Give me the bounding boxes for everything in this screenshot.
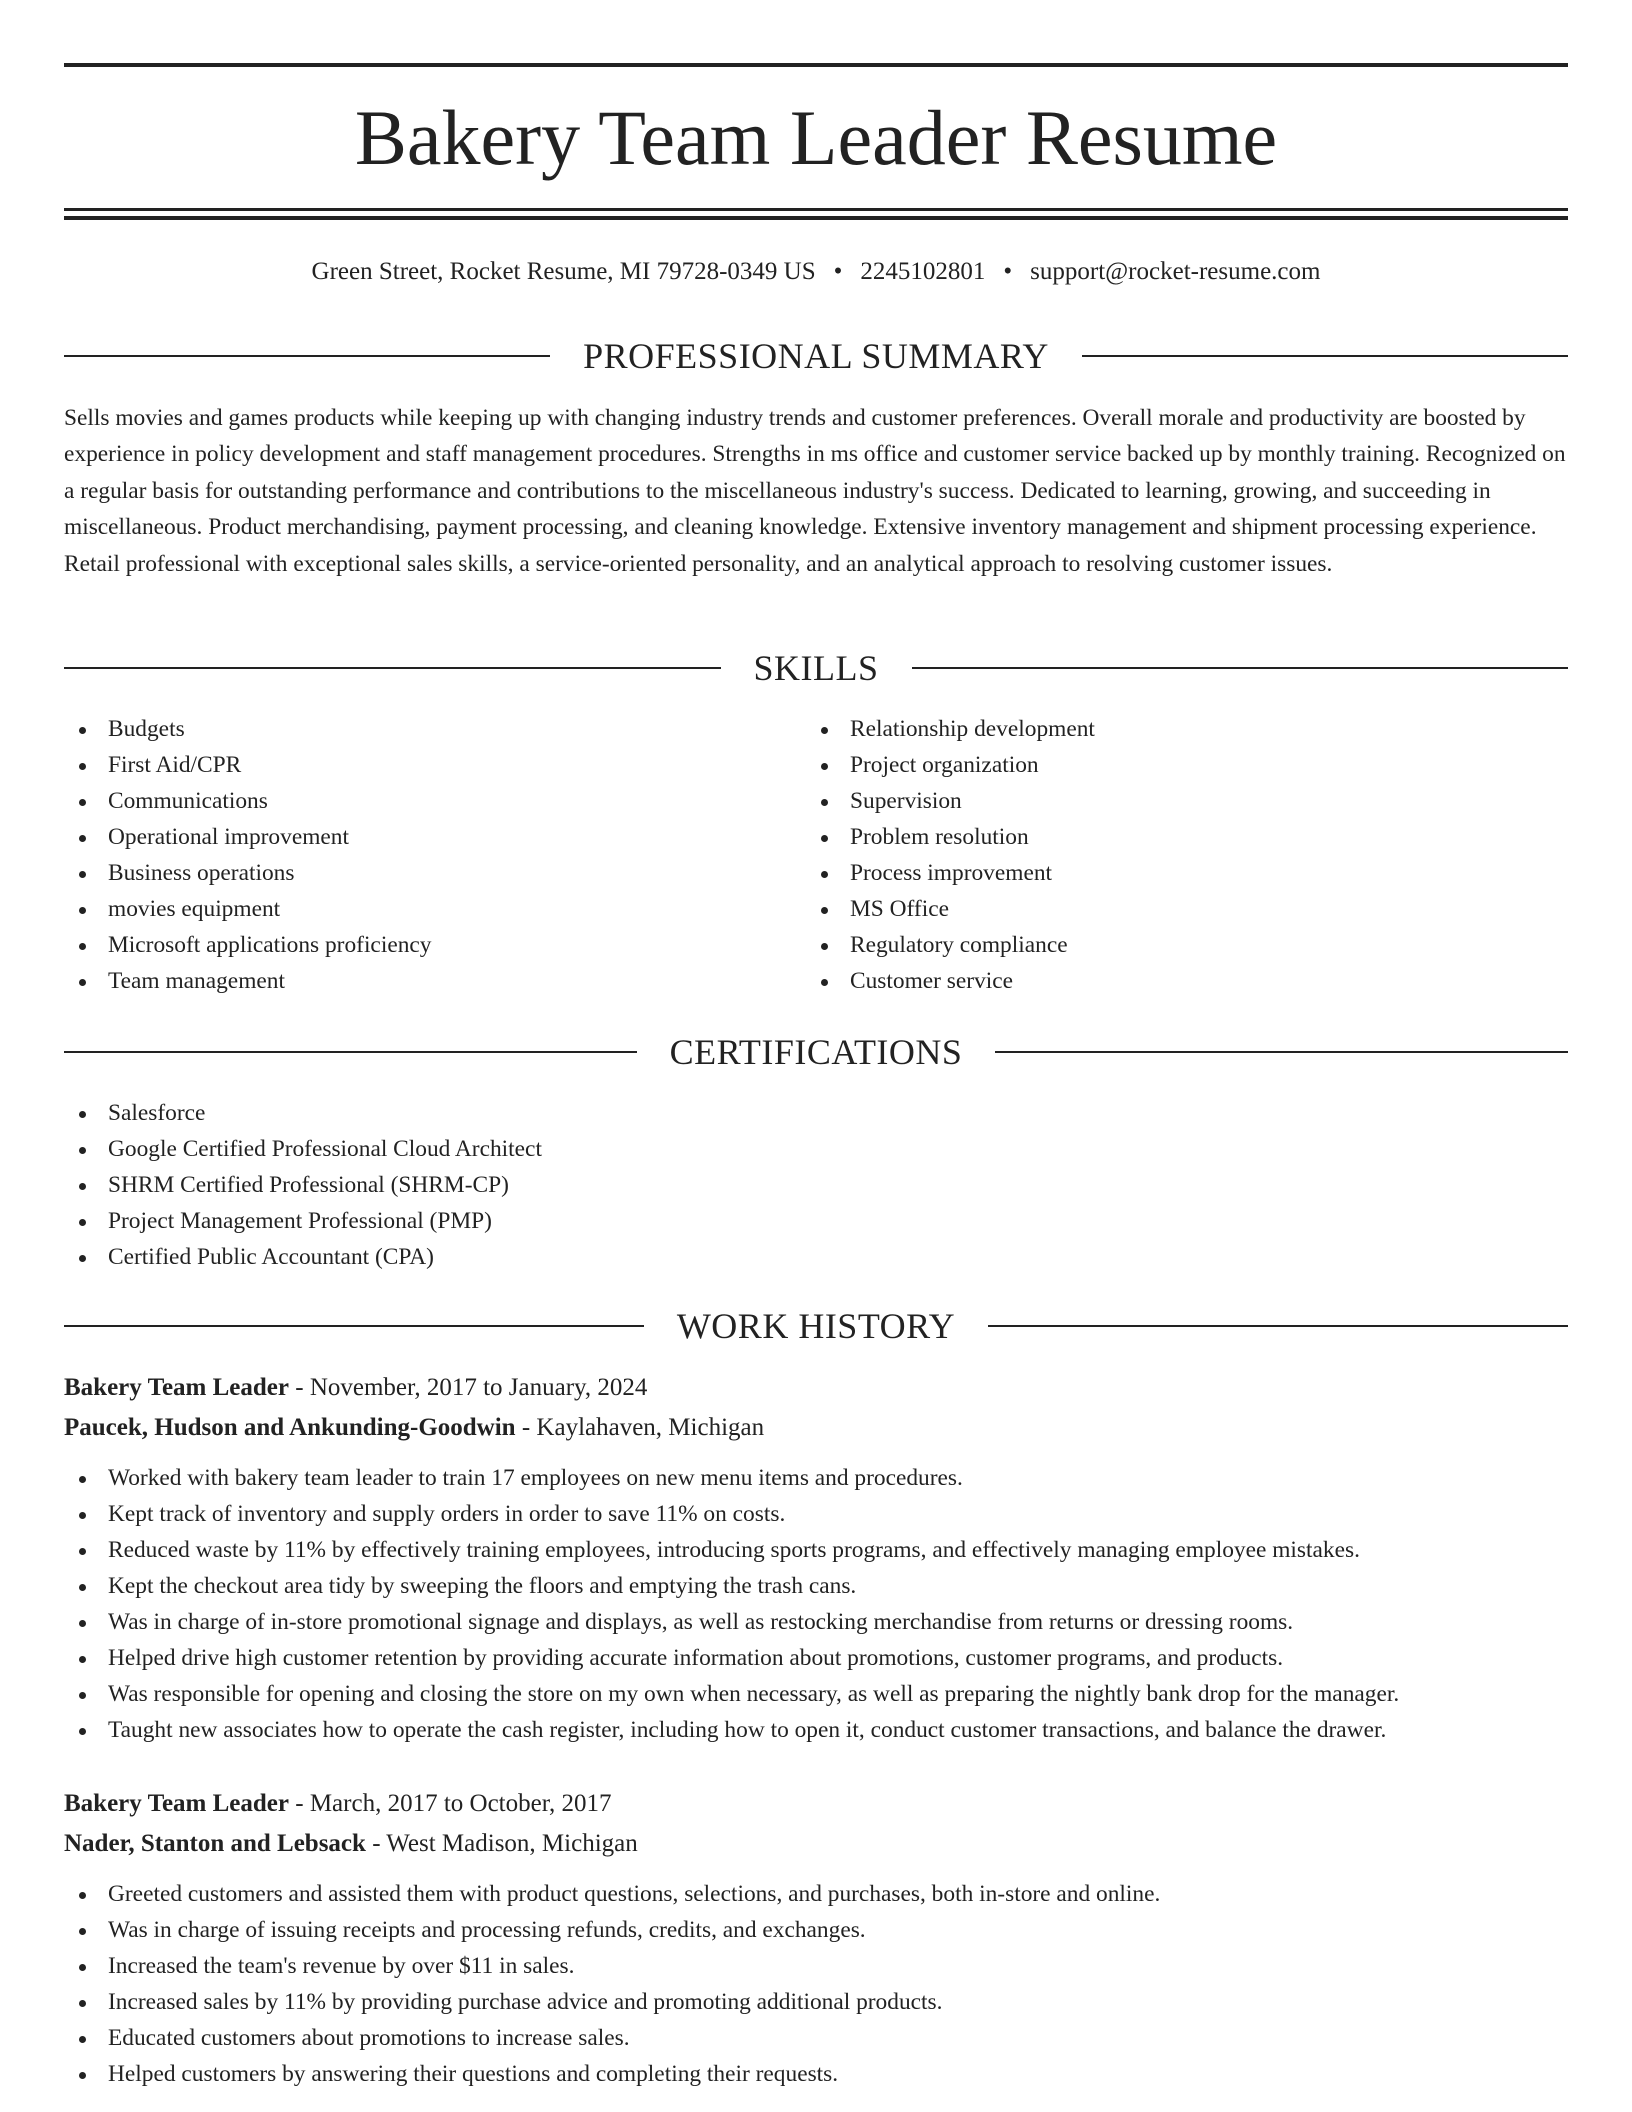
- job-entry: [64, 1784, 1568, 2092]
- job-duty: Was responsible for opening and closing the store on my own when necessary, as well as preparing the nightly bank drop for the manager.: [64, 1676, 1568, 1712]
- heading-rule: [912, 667, 1569, 669]
- skill-item: Microsoft applications proficiency: [64, 927, 804, 963]
- job-company: Paucek, Hudson and Ankunding-Goodwin: [64, 1414, 516, 1441]
- heading-rule: [64, 667, 721, 669]
- skills-list-left: [64, 711, 804, 999]
- contact-separator: •: [1003, 258, 1013, 285]
- section-title: PROFESSIONAL SUMMARY: [583, 336, 1049, 376]
- job-title-line: [64, 1784, 1568, 1824]
- job-title: Bakery Team Leader: [64, 1374, 289, 1401]
- skills-list-right: [806, 711, 1546, 999]
- certifications-list: [64, 1095, 1568, 1275]
- skill-item: Budgets: [64, 711, 804, 747]
- skill-item: First Aid/CPR: [64, 747, 804, 783]
- skill-item: Relationship development: [806, 711, 1546, 747]
- section-title: WORK HISTORY: [676, 1306, 956, 1346]
- skills-heading: [64, 646, 1568, 690]
- job-company: Nader, Stanton and Lebsack: [64, 1830, 366, 1857]
- contact-phone: 2245102801: [860, 258, 986, 285]
- skill-item: Problem resolution: [806, 819, 1546, 855]
- heading-rule: [64, 1051, 637, 1053]
- certification-item: Google Certified Professional Cloud Architect: [64, 1131, 1568, 1167]
- section-title: SKILLS: [753, 648, 879, 688]
- skill-item: Business operations: [64, 855, 804, 891]
- job-location: - Kaylahaven, Michigan: [515, 1414, 765, 1441]
- skill-item: Customer service: [806, 963, 1546, 999]
- title-rule-upper: [64, 208, 1568, 211]
- certification-item: Certified Public Accountant (CPA): [64, 1239, 1568, 1275]
- contact-line: [64, 254, 1568, 290]
- job-dates: - March, 2017 to October, 2017: [289, 1790, 612, 1817]
- skill-item: Supervision: [806, 783, 1546, 819]
- job-company-line: [64, 1824, 1568, 1864]
- skill-item: Communications: [64, 783, 804, 819]
- contact-address: Green Street, Rocket Resume, MI 79728-0349 US: [311, 258, 816, 285]
- resume-title: Bakery Team Leader Resume: [354, 94, 1278, 181]
- job-duty: Taught new associates how to operate the cash register, including how to open it, conduct customer transactions, and balance the drawer.: [64, 1712, 1568, 1748]
- skill-item: Regulatory compliance: [806, 927, 1546, 963]
- section-title: CERTIFICATIONS: [669, 1032, 963, 1072]
- title-rule-lower: [64, 216, 1568, 220]
- skill-item: movies equipment: [64, 891, 804, 927]
- top-rule: [64, 63, 1568, 67]
- job-duty: Kept track of inventory and supply orders in order to save 11% on costs.: [64, 1496, 1568, 1532]
- skill-item: Team management: [64, 963, 804, 999]
- job-duty: Worked with bakery team leader to train 17 employees on new menu items and procedures.: [64, 1460, 1568, 1496]
- job-title: Bakery Team Leader: [64, 1790, 289, 1817]
- skill-item: MS Office: [806, 891, 1546, 927]
- heading-rule: [64, 355, 550, 357]
- heading-rule: [995, 1051, 1568, 1053]
- job-dates: - November, 2017 to January, 2024: [289, 1374, 648, 1401]
- contact-email: support@rocket-resume.com: [1030, 258, 1321, 285]
- certification-item: SHRM Certified Professional (SHRM-CP): [64, 1167, 1568, 1203]
- certifications-heading: [64, 1030, 1568, 1074]
- job-title-line: [64, 1368, 1568, 1408]
- job-entry: [64, 1368, 1568, 1748]
- summary-text: Sells movies and games products while keeping up with changing industry trends and customer preferences. Overall morale and productivity are boosted by experience in policy development and staff management procedures. Strengths in ms office and customer service backed up by monthly training. Recognized on a regular basis for outstanding performance and contributions to the miscellaneous industry's success. Dedicated to learning, growing, and succeeding in miscellaneous. Product merchandising, payment processing, and cleaning knowledge. Extensive inventory management and shipment processing experience. Retail professional with exceptional sales skills, a service-oriented personality, and an analytical approach to resolving customer issues.: [64, 405, 1566, 577]
- summary-heading: [64, 334, 1568, 378]
- heading-rule: [988, 1325, 1568, 1327]
- certification-item: Salesforce: [64, 1095, 1568, 1131]
- job-duty: Increased the team's revenue by over $11 in sales.: [64, 1948, 1568, 1984]
- job-duties-list: [64, 1876, 1568, 2092]
- heading-rule: [1082, 355, 1568, 357]
- heading-rule: [64, 1325, 644, 1327]
- job-duty: Educated customers about promotions to increase sales.: [64, 2020, 1568, 2056]
- job-duty: Greeted customers and assisted them with product questions, selections, and purchases, both in-store and online.: [64, 1876, 1568, 1912]
- job-duty: Helped customers by answering their questions and completing their requests.: [64, 2056, 1568, 2092]
- job-company-line: [64, 1408, 1568, 1448]
- job-duty: Helped drive high customer retention by providing accurate information about promotions, customer programs, and products.: [64, 1640, 1568, 1676]
- certification-item: Project Management Professional (PMP): [64, 1203, 1568, 1239]
- job-location: - West Madison, Michigan: [365, 1830, 638, 1857]
- job-duty: Kept the checkout area tidy by sweeping the floors and emptying the trash cans.: [64, 1568, 1568, 1604]
- job-duty: Increased sales by 11% by providing purchase advice and promoting additional products.: [64, 1984, 1568, 2020]
- skill-item: Operational improvement: [64, 819, 804, 855]
- job-duties-list: [64, 1460, 1568, 1748]
- work-history-heading: [64, 1304, 1568, 1348]
- contact-separator: •: [833, 258, 843, 285]
- skill-item: Project organization: [806, 747, 1546, 783]
- job-duty: Was in charge of issuing receipts and processing refunds, credits, and exchanges.: [64, 1912, 1568, 1948]
- job-duty: Was in charge of in-store promotional signage and displays, as well as restocking merchandise from returns or dressing rooms.: [64, 1604, 1568, 1640]
- job-duty: Reduced waste by 11% by effectively training employees, introducing sports programs, and effectively managing employee mistakes.: [64, 1532, 1568, 1568]
- skill-item: Process improvement: [806, 855, 1546, 891]
